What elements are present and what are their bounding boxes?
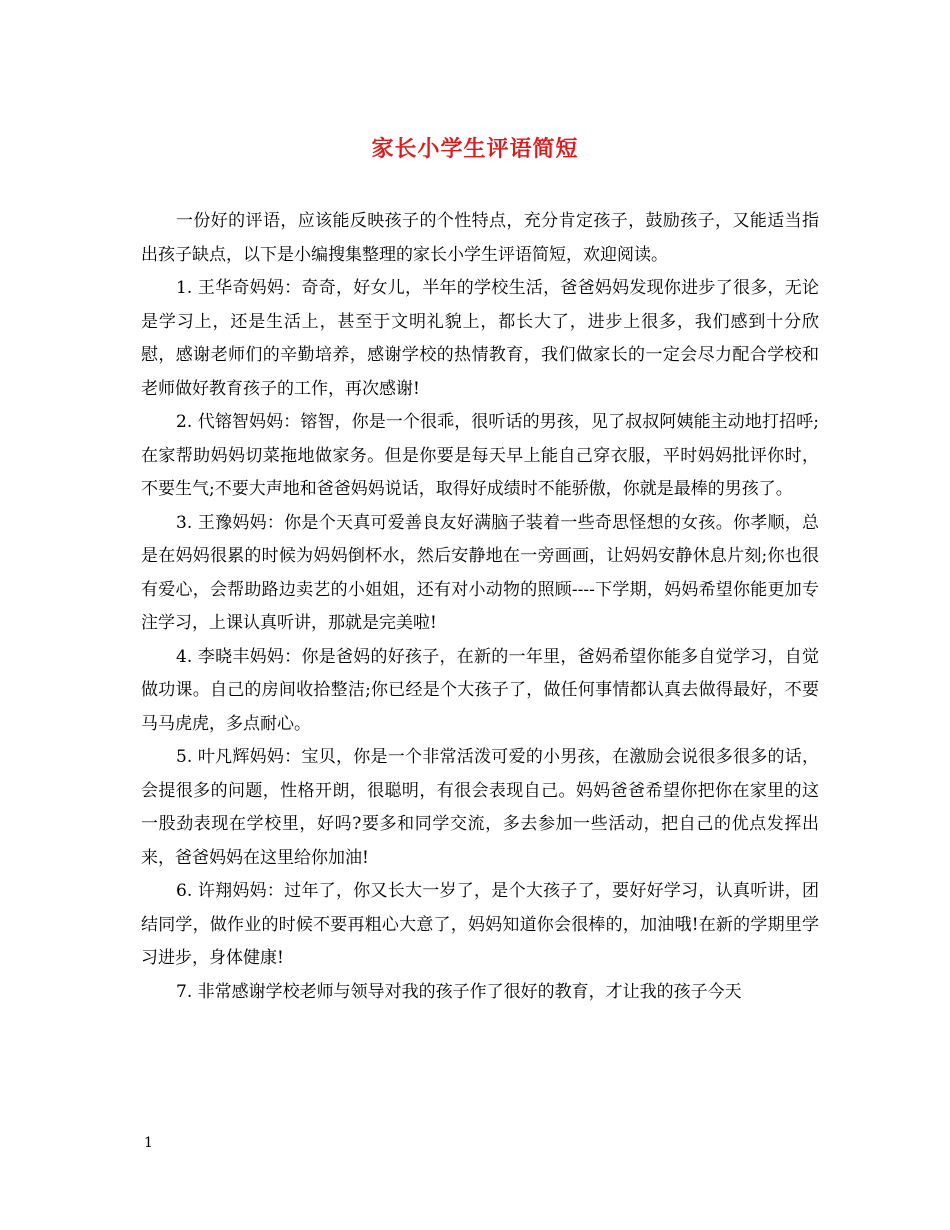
document-title: 家长小学生评语简短 [371, 136, 579, 162]
comment-paragraph-4: 4. 李晓丰妈妈：你是爸妈的好孩子，在新的一年里，爸妈希望你能多自觉学习，自觉做功课。自己的房间收拾整洁;你已经是个大孩子了，做任何事情都认真去做得最好，不要马马虎虎，多点耐心。 [141, 646, 819, 734]
document-body [141, 205, 819, 1009]
comment-paragraph-2: 2. 代镕智妈妈：镕智，你是一个很乖，很听话的男孩，见了叔叔阿姨能主动地打招呼;在家帮助妈妈切菜拖地做家务。但是你要是每天早上能自己穿衣服，平时妈妈批评你时，不要生气;不要大声地和爸爸妈妈说话，取得好成绩时不能骄傲，你就是最棒的男孩了。 [141, 412, 819, 499]
comment-paragraph-3: 3. 王豫妈妈：你是个天真可爱善良友好满脑子装着一些奇思怪想的女孩。你孝顺，总是在妈妈很累的时候为妈妈倒杯水，然后安静地在一旁画画，让妈妈安静休息片刻;你也很有爱心，会帮助路边卖艺的小姐姐，还有对小动物的照顾----下学期，妈妈希望你能更加专注学习，上课认真听讲，那就是完美啦! [141, 512, 819, 633]
comment-paragraph-7: 7. 非常感谢学校老师与领导对我的孩子作了很好的教育，才让我的孩子今天 [176, 981, 742, 1002]
comment-paragraph-1: 1. 王华奇妈妈：奇奇，好女儿，半年的学校生活，爸爸妈妈发现你进步了很多，无论是学习上，还是生活上，甚至于文明礼貌上，都长大了，进步上很多，我们感到十分欣慰，感谢老师们的辛勤培养，感谢学校的热情教育，我们做家长的一定会尽力配合学校和老师做好教育孩子的工作，再次感谢! [141, 278, 819, 399]
page-number: 1 [144, 1135, 153, 1151]
intro-paragraph: 一份好的评语，应该能反映孩子的个性特点，充分肯定孩子，鼓励孩子，又能适当指出孩子缺点，以下是小编搜集整理的家长小学生评语简短，欢迎阅读。 [141, 211, 819, 265]
comment-paragraph-5: 5. 叶凡辉妈妈：宝贝，你是一个非常活泼可爱的小男孩，在激励会说很多很多的话，会提很多的问题，性格开朗，很聪明，有很会表现自己。妈妈爸爸希望你把你在家里的这一股劲表现在学校里，好吗?要多和同学交流，多去参加一些活动，把自己的优点发挥出来，爸爸妈妈在这里给你加油! [141, 747, 819, 868]
comment-paragraph-6: 6. 许翔妈妈：过年了，你又长大一岁了，是个大孩子了，要好好学习，认真听讲，团结同学，做作业的时候不要再粗心大意了，妈妈知道你会很棒的，加油哦!在新的学期里学习进步，身体健康! [141, 881, 819, 968]
